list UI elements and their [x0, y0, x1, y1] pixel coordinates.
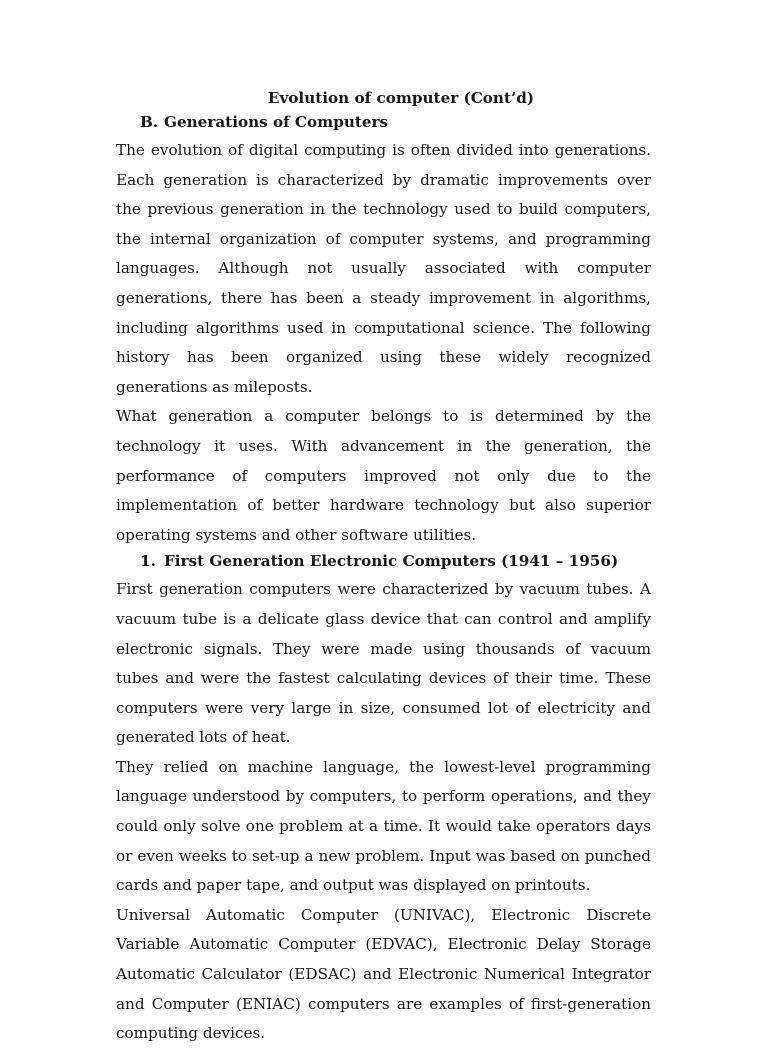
paragraph-machine-language: They relied on machine language, the lowest-level programming language understood by computers, to perform operations, and they could only solve one problem at a time. It would take operators days or even weeks to set-up a new problem. Input was based on punched cards and paper tape, and output was displayed on printouts. — [116, 757, 651, 895]
paragraph-generations-intro: The evolution of digital computing is often divided into generations. Each generation is characterized by dramatic improvements over the previous generation in the technology used to build computers, the internal organization of computer systems, and programming languages. Although not usually associated with computer generations, there has been a steady improvement in algorithms, including algorithms used in computational science. The following history has been organized using these widely recognized generations as mileposts. — [116, 141, 651, 396]
section-marker: B. — [140, 113, 159, 131]
section-heading-text: Generations of Computers — [164, 113, 389, 131]
page-title: Evolution of computer (Cont’d) — [267, 89, 535, 107]
section-heading-text: First Generation Electronic Computers (1941 – 1956) — [164, 552, 619, 571]
paragraph-examples: Universal Automatic Computer (UNIVAC), Electronic Discrete Variable Automatic Computer (EDVAC), Electronic Delay Storage Automatic Calculator (EDSAC) and Electronic Numerical Integrator and Computer (ENIAC) computers are examples of first-generation computing devices. — [116, 905, 651, 1043]
paragraph-generation-technology: What generation a computer belongs to is determined by the technology it uses. With advancement in the generation, the performance of computers improved not only due to the implementation of better hardware technology but also superior operating systems and other software utilities. — [116, 407, 651, 544]
paragraph-vacuum-tubes: First generation computers were characterized by vacuum tubes. A vacuum tube is a delicate glass device that can control and amplify electronic signals. They were made using thousands of vacuum tubes and were the fastest calculating devices of their time. These computers were very large in size, consumed lot of electricity and generated lots of heat. — [116, 580, 651, 747]
document-page — [116, 86, 651, 1049]
section-heading-generations — [116, 111, 651, 133]
section-marker: 1. — [140, 552, 156, 571]
section-heading-first-generation — [116, 550, 651, 572]
